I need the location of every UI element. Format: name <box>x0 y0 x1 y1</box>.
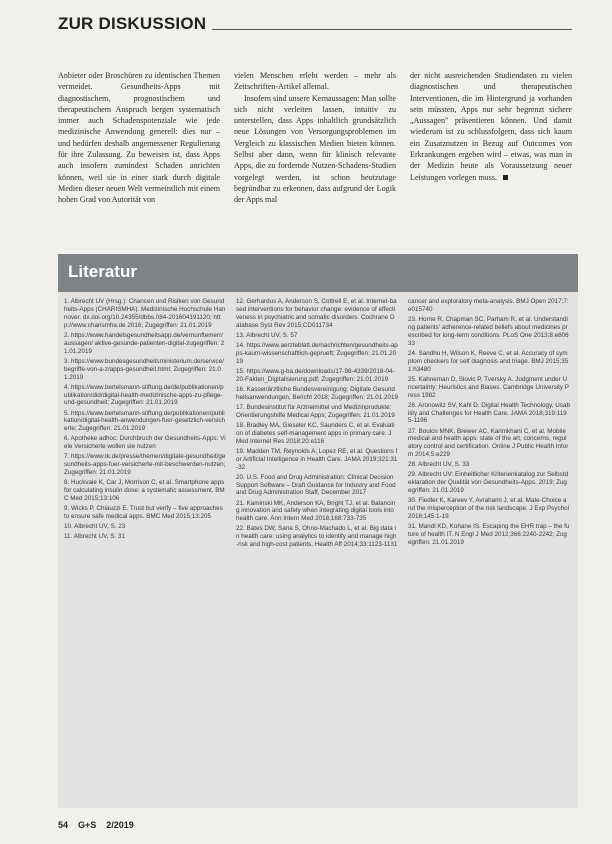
reference-entry: 16. Kassenärztliche Bundesvereinigung: Digitale Gesundheitsanwendungen, Bericht 2018; Zugegriffen: 21.01.2019 <box>236 385 398 401</box>
reference-entry: 26. Aronowitz SV, Kahl D. Digital Health Technology, Usability and Challenges for Health Care. JAMA 2018;319:1195-1196 <box>408 401 570 425</box>
paragraph <box>410 70 572 183</box>
paragraph-text: der nicht ausreichenden Studiendaten zu vielen diagnostischen und therapeutischen Interventionen, die im Hintergrund ja vorhanden sein müssten, Apps nur sehr begrenzt sichere „Aussagen" präsentieren können. Und damit wiederum ist zu schlussfolgern, dass sich kaum ein Zusatznutzen in Bezug auf Outcomes von Erkrankungen ergeben wird – etwas, was man in der Medizin heute als Voraussetzung neuer Leistungen vorlegen muss. <box>410 71 572 182</box>
paragraph: Anbieter oder Broschüren zu identischen Themen vermeidet. Gesundheits-Apps mit diagnostischem, prognostischem und therapeutischem Anspruch bergen systematisch immer auch Schadenspotenziale wie jede medizinische Anwendung generell: dies nur – und bedürfen deshalb angemessener Regulierung für ihre Zulassung. Zu beweisen ist, dass Apps auch insofern zumindest Schaden anrichten können, weil sie in einer stark durch digitale Medien dieser neuen Welt vermeintlich mit einem hohen Grad von Autorität von <box>58 71 220 205</box>
page-footer <box>58 820 358 836</box>
literature-heading: Literatur <box>68 262 137 281</box>
references-box <box>58 292 578 808</box>
reference-entry: 10. Albrecht UV, S. 23 <box>64 523 126 531</box>
references-column-3 <box>408 298 570 804</box>
reference-entry: 9. Wicks P, Chiauzzi E. Trust but verify – five approaches to ensure safe medical apps. BMC Med 2015;13:205 <box>64 505 223 521</box>
reference-entry: 23. Horne R, Chapman SC, Parham R, et al. Understanding patients' adherence-related beliefs about medicines prescribed for long-term conditions. PLoS One 2013;8:e80633 <box>408 316 569 347</box>
paragraph: Insofern sind unsere Kernaussagen: Man sollte sich nicht verleiten lassen, intuitiv zu unterstellen, dass Apps inhaltlich grundsätzlich neue Lösungen von Versorgungsproblemen im Vergleich zu klassischen Medien bieten können. Selbst aber dann, wenn für klinisch relevante Apps, die zu fordernde Nutzen-Schadens-Studien vorgelegt werden, ist schon heutzutage begründbar zu erkennen, dass aufgrund der Logik der Apps mal <box>234 93 396 205</box>
reference-entry: 21. Kaminski MK, Anderson KA, Bright TJ, et al. Balancing innovation and safety when integrating digital tools into health care. Ann Intern Med 2018;168:733-735 <box>236 499 396 523</box>
reference-entry: 3. https://www.bundesgesundheitsministerium.de/service/begriffe-von-a-z/apps-gesundheit.html; Zugegriffen: 21.01.2019 <box>64 357 224 381</box>
journal-name: G+S <box>78 820 97 830</box>
reference-entry: 22. Bates DW, Saria S, Ohno-Machado L, et al. Big data in health care: using analytics to identify and manage high-risk and high-cost patients. Health Aff 2014;33:1123-1131 <box>236 525 398 549</box>
reference-entry: 15. https://www.g-ba.de/downloads/17-98-4339/2018-04-20-Fakten_Digitalisierung.pdf; Zugegriffen: 21.01.2019 <box>236 367 395 383</box>
section-title: ZUR DISKUSSION <box>58 14 207 33</box>
reference-entry: 2. https://www.handelsgesundheitsapp.de/vernunftemerr/aussagen/ aktive-gesunde-patienten-digital-zugegriffen: 21.01.2019 <box>64 331 225 355</box>
reference-entry: 27. Boulos MNK, Brewer AC, Karimkhani C, et al. Mobile medical and health apps: state of the art, concerns, regulatory control and certification. Online J Public Health Inform 2014;5:e229 <box>408 427 569 459</box>
body-text <box>58 70 572 220</box>
text-column-3 <box>410 70 572 220</box>
references-column-1 <box>64 298 226 804</box>
reference-entry: 14. https://www.aerzteblatt.de/nachrichten/gesundheits-apps-kaum-wissenschaftlich-geprueft; Zugegriffen: 21.01.2019 <box>236 341 398 365</box>
reference-entry: 18. Bradley MA, Gieseler KC, Saunders C, et al. Evaluation of diabetes self-management apps in primary care. J Med Internet Res 2018;20:e116 <box>236 421 395 445</box>
page-number: 54 <box>58 820 69 830</box>
reference-entry: 30. Fiedler K, Kareev Y, Avrahami J, et al. Mate-Choice and the misperception of the risk landscape. J Exp Psychol 2016;145:1-19 <box>408 497 570 521</box>
literature-heading-bar <box>58 254 578 292</box>
reference-entry: 12. Gerhardus A, Anderson S, Cottrell E, et al. Internet-based interventions for behavior change: evidence of effectiveness in psychiatric and somatic disorders. Cochrane Database Syst Rev 2015;CD011734 <box>236 298 397 329</box>
reference-entry: 19. Madden TM, Reynolds A, Lopez RE, et al. Questions for Artificial Intelligence in Health Care. JAMA 2019;321:31-32 <box>236 447 398 471</box>
reference-entry: 25. Kahneman D, Slovic P, Tversky A. Judgment under Uncertainty: Heuristics and Biases. Cambridge University Press 1982 <box>408 375 569 399</box>
reference-entry: 5. https://www.bertelsmann-stiftung.de/publikationen/publikation/digital-health-anwendungen-fuer-gesetzlich-versicherte; Zugegriffen: 21.01.2019 <box>64 409 226 433</box>
reference-entry: 6. Apotheke adhoc: Durchbruch der Gesundheits-Apps: Viele Versicherte wollen sie nutzen <box>64 435 226 451</box>
reference-entry: 20. U.S. Food and Drug Administration: Clinical Decision Support Software – Draft Guidance for Industry and Food and Drug Administration Staff, December 2017 <box>236 473 396 497</box>
paragraph: vielen Menschen erlebt werden – mehr als Zeitschriften-Artikel allemal. <box>234 71 396 92</box>
reference-entry: 17. Bundesinstitut für Arzneimittel und Medizinprodukte: Orientierungshilfe Medical Apps; Zugegriffen: 21.01.2019 <box>236 403 395 419</box>
reference-entry: 11. Albrecht UV, S. 31 <box>64 533 125 541</box>
issue-number: 2/2019 <box>106 820 134 830</box>
text-column-2 <box>234 70 396 220</box>
reference-entry: 31. Mandl KD, Kohane IS. Escaping the EHR trap – the future of health IT. N Engl J Med 2012;366:2240-2242; Zugegriffen: 21.01.2019 <box>408 523 570 547</box>
reference-entry: 1. Albrecht UV (Hrsg.): Chancen und Risiken von Gesundheits-Apps (CHARISMHA). Medizinische Hochschule Hannover. dx.doi.org/10.24355/dbbs.084-201604191120; http://www.charismha.de 2016; Zugegriffen: 21.01.2019 <box>64 298 226 329</box>
header-rule <box>212 29 572 30</box>
end-mark-icon <box>503 175 508 180</box>
reference-entry: 29. Albrecht UV: Einheitlicher Kriterienkatalog zur Selbstdeklaration der Qualität von Gesundheits-Apps. 2019; Zugegriffen: 21.01.2019 <box>408 471 569 495</box>
reference-entry: 13. Albrecht UV, S. 57 <box>236 331 298 339</box>
reference-entry: 24. Sandhu H, Wilson K, Reeve C, et al. Accuracy of symptom checkers for self diagnosis and triage. BMJ 2015;351:h3480 <box>408 349 569 373</box>
reference-entry: 7. https://www.tk.de/presse/themen/digitale-gesundheit/gesundheits-apps-fuer-versicherte-mit-beschwerden-nutzen; Zugegriffen: 21.01.2019 <box>64 453 226 477</box>
reference-entry: 4. https://www.bertelsmann-stiftung.de/de/publikationen/publikation/did/digital-health-medizinische-apps-zu-pflege-und-gesundheit; Zugegriffen: 21.01.2019 <box>64 383 224 407</box>
section-header <box>58 6 572 34</box>
reference-entry: 28. Albrecht UV, S. 33 <box>408 461 470 469</box>
reference-entry: 8. Huckvale K, Car J, Morrison C, et al. Smartphone apps for calculating insulin dose: a systematic assessment. BMC Med 2015;13:106 <box>64 479 225 503</box>
references-column-2 <box>236 298 398 804</box>
reference-entry: cancer and exploratory meta-analysis. BMJ Open 2017;7:e015740 <box>408 298 569 313</box>
text-column-1 <box>58 70 220 220</box>
